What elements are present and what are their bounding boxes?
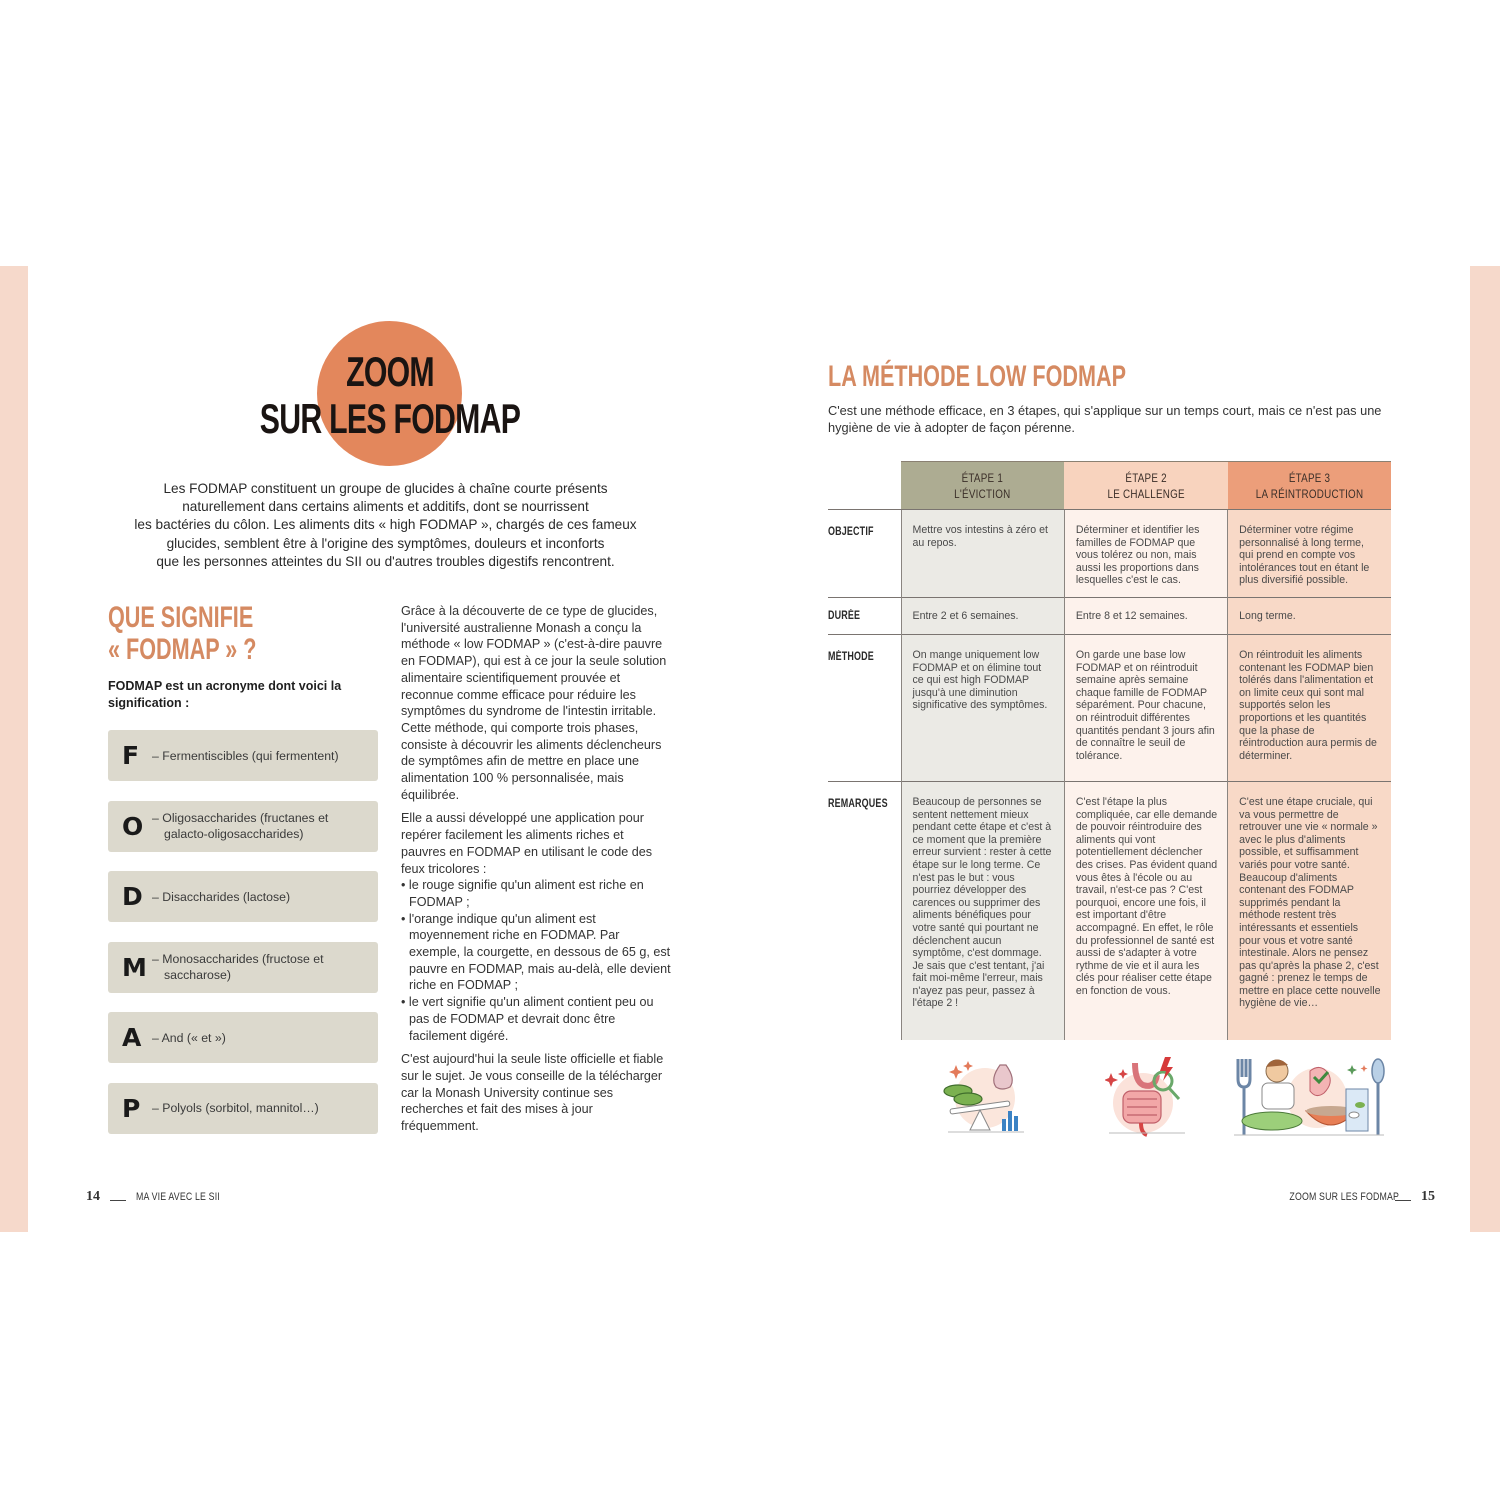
intro-line: naturellement dans certains aliments et additifs, dont se nourrissent [182, 499, 589, 515]
page-title [253, 348, 527, 442]
row-label [828, 597, 901, 634]
table-cell: Entre 2 et 6 semaines. [901, 597, 1064, 634]
acronym-item-d [108, 871, 378, 922]
acronym-meaning: – Monosaccharides (fructose et saccharose) [152, 952, 324, 982]
body-paragraph-monash: Grâce à la découverte de ce type de glucides, l'université australienne Monash a conçu la méthode « low FODMAP » (c'est-à-dire pauvre en FODMAP), qui est à ce jour la seule solution alimentaire scientifiquement prouvée et reconnue comme efficace pour réduire les symptômes du syndrome de l'intestin irritable. Cette méthode, qui comporte trois phases, consiste à découvrir les aliments déclencheurs de symptômes afin de mettre en place une alimentation 100 % personnalisée, mais équilibrée. [401, 604, 667, 802]
section-heading-line1: QUE SIGNIFIE [108, 601, 254, 634]
acronym-lead: FODMAP est un acronyme dont voici la signification : [108, 679, 342, 710]
scale-with-vegetables-illustration [940, 1053, 1030, 1141]
row-label-text: REMARQUES [828, 797, 888, 810]
body-column [401, 603, 671, 1142]
table-row-duree [828, 597, 1391, 634]
intro-line: les bactéries du côlon. Les aliments dits « high FODMAP », chargés de ces fameux [134, 517, 637, 533]
table-cell: Long terme. [1228, 597, 1391, 634]
bullet-orange: • l'orange indique qu'un aliment est moyennement riche en FODMAP. Par exemple, la courgette, en dessous de 65 g, est pauvre en FODMAP, mais au-delà, elle devient riche en FODMAP ; [401, 911, 671, 993]
folio-left [86, 1189, 241, 1205]
step-name: LE CHALLENGE [1107, 487, 1185, 501]
body-paragraph-app-text: Elle a aussi développé une application pour repérer facilement les aliments riches et pauvres en FODMAP en utilisant le code des feux tricolores : [401, 811, 653, 876]
column-header-step3 [1228, 462, 1391, 510]
method-heading: LA MÉTHODE LOW FODMAP [828, 360, 1126, 393]
table-cell: Déterminer votre régime personnalisé à long terme, qui prend en compte vos intolérances tout en étant le plus diversifié possible. [1228, 510, 1391, 598]
page-number: 15 [1421, 1189, 1436, 1204]
digestive-system-magnifier-illustration [1105, 1053, 1190, 1141]
acronym-list [108, 730, 378, 1153]
table-cell: On garde une base low FODMAP et on réintroduit semaine après semaine chaque famille de FODMAP séparément. Pour chacune, on réintroduit différentes quantités pendant 3 jours afin de connaître le seuil de tolérance. [1064, 634, 1227, 781]
step-name: L'ÉVICTION [954, 487, 1011, 501]
section-heading-line2: « FODMAP » ? [108, 633, 257, 666]
acronym-meaning: – Disaccharides (lactose) [152, 889, 291, 904]
acronym-meaning: – Oligosaccharides (fructanes et galacto-oligosaccharides) [152, 811, 329, 841]
folio-rule [110, 1193, 126, 1201]
table-corner [828, 462, 901, 510]
row-label [828, 510, 901, 598]
running-head: ZOOM SUR LES FODMAP [1289, 1191, 1400, 1203]
page-title-line1: ZOOM [346, 348, 434, 395]
intro-line: que les personnes atteintes du SII ou d'autres troubles digestifs rencontrent. [156, 553, 615, 569]
acronym-item-f [108, 730, 378, 781]
intro-line: Les FODMAP constituent un groupe de glucides à chaîne courte présents [163, 481, 608, 496]
step-name: LA RÉINTRODUCTION [1255, 487, 1364, 501]
table-cell: C'est une étape cruciale, qui va vous permettre de retrouver une vie « normale » avec le plus d'aliments possible, et suffisamment variés pour votre santé. Beaucoup d'aliments contenant des FODMAP supprimés pendant la méthode restent très intéressants et essentiels pour vous et votre santé intestinale. Alors ne pensez pas qu'après la phase 2, c'est gagné : prenez le temps de mettre en place cette nouvelle hygiène de vie… [1228, 781, 1391, 1040]
table-cell: On mange uniquement low FODMAP et on élimine tout ce qui est high FODMAP jusqu'à une diminution significative des symptômes. [901, 634, 1064, 781]
table-row-remarques [828, 781, 1391, 1040]
acronym-letter: M [122, 952, 147, 982]
table-cell: Déterminer et identifier les familles de FODMAP que vous tolérez ou non, mais aussi les proportions dans lesquelles c'est le cas. [1064, 510, 1227, 598]
column-header-step2 [1064, 462, 1227, 510]
table-cell: C'est l'étape la plus compliquée, car elle demande de pouvoir réintroduire des aliments qui vont potentiellement déclencher des crises. Pas évident quand vous êtes à l'école ou au travail, n'est-ce pas ? C'est pourquoi, encore une fois, il est important d'être accompagné. En effet, le rôle du professionnel de santé est aussi de s'adapter à votre rythme de vie et il aura les clés pour réaliser cette étape en fonction de vous. [1064, 781, 1227, 1040]
step-number: ÉTAPE 1 [961, 471, 1004, 485]
page-edge-left [0, 266, 28, 1232]
row-label-text: OBJECTIF [828, 526, 874, 538]
table-row-objectif [828, 510, 1391, 598]
table-row-methode [828, 634, 1391, 781]
page-edge-right [1470, 266, 1500, 1232]
table-cell: Beaucoup de personnes se sentent nettement mieux pendant cette étape et c'est à ce moment que la première erreur survient : rester à cette étape sur le long terme. Ce n'est pas le but : vous pourriez développer des carences ou supprimer des aliments bénéfiques pour votre santé qui pourtant ne déclenchent aucun symptôme, c'est dommage. Je sais que c'est tentant, j'ai fait moi-même l'erreur, mais n'ayez pas peur, passez à l'étape 2 ! [901, 781, 1064, 1040]
acronym-letter: A [122, 1023, 142, 1052]
acronym-item-o [108, 801, 378, 852]
method-lead: C'est une méthode efficace, en 3 étapes, qui s'applique sur un temps court, mais ce n'est pas une hygiène de vie à adopter de façon pérenne. [828, 403, 1382, 435]
acronym-letter: D [122, 882, 143, 911]
bullet-green: • le vert signifie qu'un aliment contient peu ou pas de FODMAP et devrait donc être facilement digéré. [401, 995, 654, 1043]
table-cell: Mettre vos intestins à zéro et au repos. [901, 510, 1064, 598]
intro-paragraph [108, 480, 663, 571]
body-paragraph-app [401, 810, 671, 877]
acronym-letter: P [122, 1093, 141, 1123]
running-head: MA VIE AVEC LE SII [136, 1191, 220, 1203]
step-number: ÉTAPE 2 [1125, 471, 1167, 485]
person-with-meal-and-utensils-illustration [1232, 1053, 1387, 1141]
acronym-meaning: – Polyols (sorbitol, mannitol…) [152, 1101, 319, 1115]
step-number: ÉTAPE 3 [1288, 471, 1331, 485]
acronym-meaning: – And (« et ») [152, 1030, 226, 1045]
acronym-letter: F [122, 741, 140, 770]
column-header-step1 [901, 462, 1064, 510]
section-heading-fodmap-meaning [108, 602, 288, 666]
acronym-item-a [108, 1012, 378, 1063]
table-cell: On réintroduit les aliments contenant les FODMAP bien tolérés dans l'alimentation et on limite ceux qui sont mal supportés selon les proportions et les quantités que la phase de réintroduction aura permis de déterminer. [1228, 634, 1391, 781]
table-cell: Entre 8 et 12 semaines. [1064, 597, 1227, 634]
acronym-letter: O [122, 811, 144, 841]
row-label [828, 781, 901, 1040]
bullet-red: • le rouge signifie qu'un aliment est riche en FODMAP ; [401, 878, 644, 909]
row-label [828, 634, 901, 781]
row-label-text: DURÉE [828, 609, 861, 622]
page-title-line2: SUR LES FODMAP [259, 395, 521, 442]
acronym-meaning: – Fermentiscibles (qui fermentent) [152, 748, 339, 763]
table-header-row [828, 462, 1391, 510]
acronym-item-m [108, 942, 378, 993]
acronym-item-p [108, 1083, 378, 1134]
intro-line: glucides, semblent être à l'origine des symptômes, douleurs et inconforts [166, 535, 605, 551]
page-number: 14 [86, 1189, 100, 1204]
body-paragraph-official-list: C'est aujourd'hui la seule liste officielle et fiable sur le sujet. Je vous conseille de la télécharger car la Monash University continue ses recherches et fait des mises à jour fréquemment. [401, 1052, 664, 1134]
method-table [828, 461, 1391, 1040]
folio-right [1262, 1189, 1435, 1205]
row-label-text: MÉTHODE [828, 650, 874, 663]
